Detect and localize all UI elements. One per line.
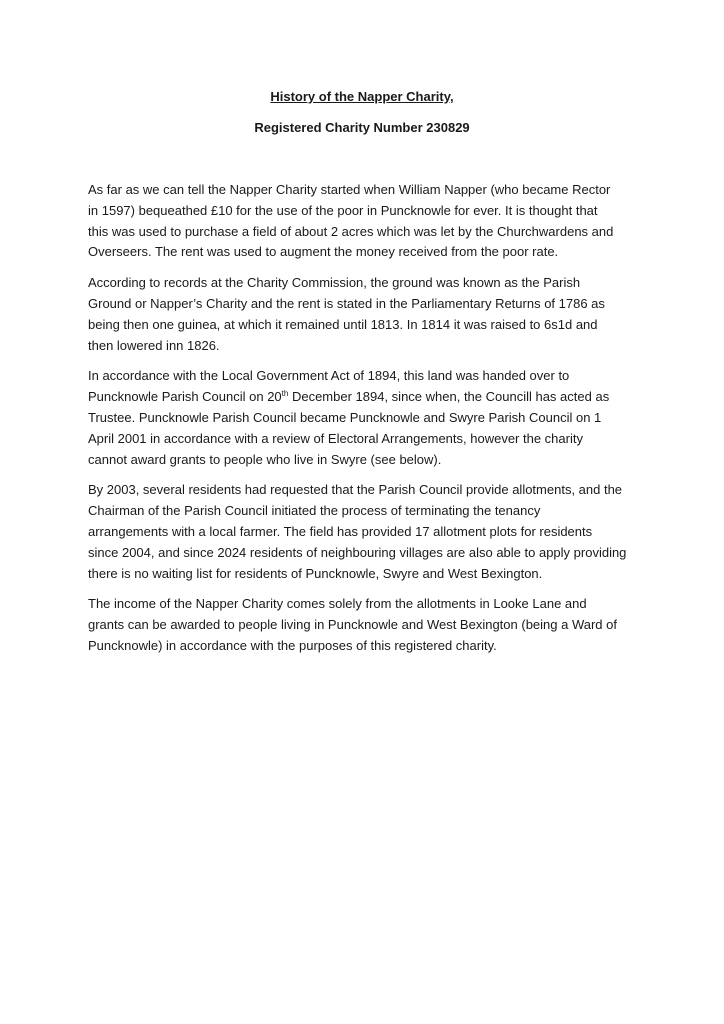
text-line: Overseers. The rent was used to augment the money received from the poor rate. — [88, 244, 559, 260]
charity-number-heading: Registered Charity Number 230829 — [254, 120, 470, 135]
text-line: April 2001 in accordance with a review of Electoral Arrangements, however the charity — [88, 430, 583, 446]
text-line: cannot award grants to people who live in Swyre (see below). — [88, 451, 442, 467]
text-line: since 2004, and since 2024 residents of neighbouring villages are also able to apply providing — [88, 544, 627, 560]
paragraph-charity-commission — [88, 273, 644, 356]
text-line: Ground or Napper’s Charity and the rent is stated in the Parliamentary Returns of 1786 as — [88, 295, 605, 311]
text-line: there is no waiting list for residents of Puncknowle, Swyre and West Bexington. — [88, 565, 543, 581]
text-line: then lowered inn 1826. — [88, 337, 220, 353]
text-segment: December 1894, since when, the Councill has acted as — [288, 389, 610, 405]
text-line: in 1597) bequeathed £10 for the use of the poor in Puncknowle for ever. It is thought that — [88, 202, 598, 218]
paragraph-allotments — [88, 480, 644, 584]
paragraph-local-government-act — [88, 366, 644, 470]
document-title: History of the Napper Charity, — [270, 89, 454, 104]
text-line: According to records at the Charity Commission, the ground was known as the Parish — [88, 275, 581, 291]
text-line — [88, 387, 644, 408]
text-line: In accordance with the Local Government Act of 1894, this land was handed over to — [88, 368, 570, 384]
text-line: grants can be awarded to people living in Puncknowle and West Bexington (being a Ward of — [88, 617, 617, 633]
paragraph-origins — [88, 180, 644, 263]
text-line: Chairman of the Parish Council initiated the process of terminating the tenancy — [88, 503, 541, 519]
text-line: As far as we can tell the Napper Charity started when William Napper (who became Rector — [88, 182, 611, 197]
text-line: this was used to purchase a field of about 2 acres which was let by the Churchwardens and — [88, 223, 614, 239]
text-segment: Puncknowle Parish Council on 20 — [88, 389, 282, 405]
document-body — [88, 180, 644, 667]
text-line: being then one guinea, at which it remained until 1813. In 1814 it was raised to 6s1d and — [88, 316, 598, 332]
text-line: By 2003, several residents had requested that the Parish Council provide allotments, and the — [88, 482, 623, 498]
text-line: Puncknowle) in accordance with the purposes of this registered charity. — [88, 637, 497, 653]
ordinal-superscript: th — [281, 389, 289, 399]
paragraph-income — [88, 594, 644, 656]
text-line: The income of the Napper Charity comes solely from the allotments in Looke Lane and — [88, 596, 587, 612]
text-line: arrangements with a local farmer. The field has provided 17 allotment plots for residents — [88, 523, 593, 539]
text-line: Trustee. Puncknowle Parish Council became Puncknowle and Swyre Parish Council on 1 — [88, 409, 602, 425]
